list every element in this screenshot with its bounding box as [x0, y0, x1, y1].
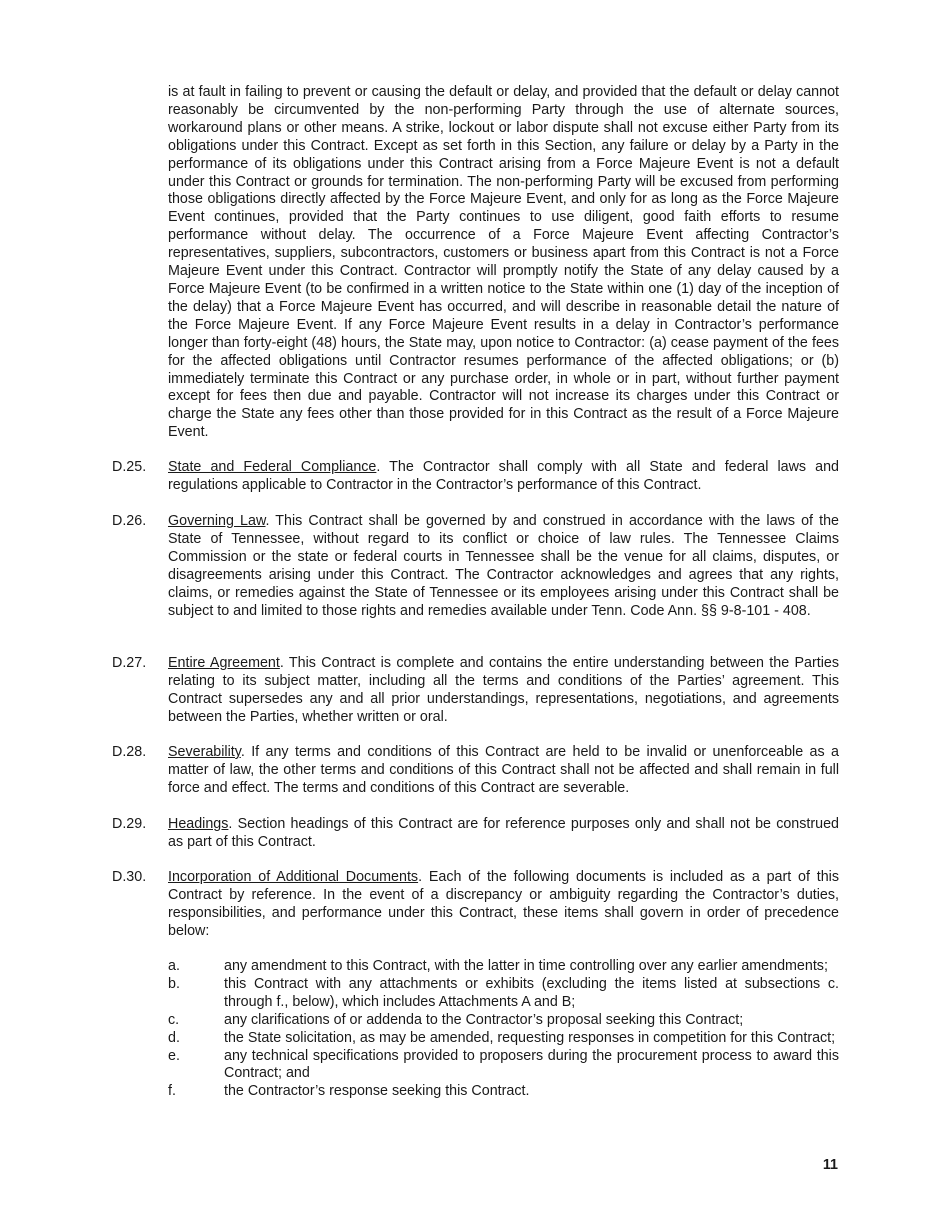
section-d26 — [112, 513, 839, 620]
section-number: D.27. — [112, 655, 147, 671]
list-letter: d. — [168, 1029, 180, 1046]
force-majeure-continuation: is at fault in failing to prevent or causing the default or delay, and provided that the default or delay cannot reasonably be circumvented by the non-performing Party through the use of alternate sources, workaround plans or other means. A strike, lockout or labor dispute shall not excuse either Party from its obligations under this Contract. Except as set forth in this Section, any failure or delay by a Party in the performance of its obligations under this Contract arising from a Force Majeure Event is not a default under this Contract or grounds for termination. The non-performing Party will be excused from performing those obligations directly affected by the Force Majeure Event, and only for as long as the Force Majeure Event continues, provided that the Party continues to use diligent, good faith efforts to resume performance without delay. The occurrence of a Force Majeure Event affecting Contractor’s representatives, suppliers, subcontractors, customers or business apart from this Contract is not a Force Majeure Event under this Contract. Contractor will promptly notify the State of any delay caused by a Force Majeure Event (to be confirmed in a written notice to the State within one (1) day of the inception of the delay) that a Force Majeure Event has occurred, and will describe in reasonable detail the nature of the Force Majeure Event. If any Force Majeure Event results in a delay in Contractor’s performance longer than forty-eight (48) hours, the State may, upon notice to Contractor: (a) cease payment of the fees for the affected obligations until Contractor resumes performance of the affected obligations; or (b) immediately terminate this Contract or any purchase order, in whole or in part, without further payment except for fees then due and payable. Contractor will not increase its charges under this Contract or charge the State any fees other than those provided for in this Contract as the result of a Force Majeure Event. — [168, 84, 839, 441]
list-text: the State solicitation, as may be amended, requesting responses in competition for this Contract; — [224, 1029, 836, 1046]
section-d30 — [112, 869, 839, 941]
list-item — [168, 976, 839, 1012]
list-text: any amendment to this Contract, with the latter in time controlling over any earlier amendments; — [224, 958, 828, 974]
list-text: the Contractor’s response seeking this Contract. — [224, 1083, 530, 1100]
section-heading: Headings — [168, 816, 229, 832]
section-number: D.29. — [112, 816, 147, 832]
section-body — [168, 513, 839, 620]
list-item — [168, 1083, 839, 1101]
page-number: 11 — [822, 1157, 838, 1173]
section-text: . Section headings of this Contract are for reference purposes only and shall not be construed as part of this Contract. — [168, 816, 839, 850]
list-letter: f. — [168, 1083, 176, 1100]
section-heading: State and Federal Compliance — [168, 459, 377, 475]
section-number: D.25. — [112, 459, 147, 475]
section-text: . The Contractor shall comply with all State and federal laws and regulations applicable to Contractor in the Contractor’s performance of this Contract. — [168, 459, 839, 493]
section-body — [168, 744, 839, 798]
list-item — [168, 1030, 839, 1048]
list-text: any clarifications of or addenda to the Contractor’s proposal seeking this Contract; — [224, 1011, 744, 1028]
section-heading: Governing Law — [168, 513, 266, 529]
list-item — [168, 1012, 839, 1030]
section-text: . Each of the following documents is included as a part of this Contract by reference. In the event of a discrepancy or ambiguity regarding the Contractor’s duties, responsibilities, and performance under this Contract, these items shall govern in order of precedence below: — [168, 869, 839, 939]
section-text: . This Contract shall be governed by and construed in accordance with the laws of the State of Tennessee, without regard to its conflict or choice of law rules. The Tennessee Claims Commission or the state or federal courts in Tennessee shall be the venue for all claims, disputes, or disagreements arising under this Contract. The Contractor acknowledges and agrees that any rights, claims, or remedies against the State of Tennessee or its employees arising under this Contract shall be subject to and limited to those rights and remedies available under Tenn. Code Ann. §§ 9-8-101 - 408. — [168, 513, 839, 619]
section-body — [168, 459, 839, 495]
list-letter: b. — [168, 975, 180, 992]
list-item — [168, 958, 839, 976]
section-number: D.30. — [112, 869, 147, 885]
list-text: any technical specifications provided to proposers during the procurement process to award this Contract; and — [224, 1047, 839, 1082]
list-item — [168, 1048, 839, 1084]
section-heading: Entire Agreement — [168, 655, 280, 671]
section-heading: Severability — [168, 744, 241, 760]
section-body — [168, 869, 839, 941]
section-text: . This Contract is complete and contains the entire understanding between the Parties relating to its subject matter, including all the terms and conditions of the Parties’ agreement. This Contract supersedes any and all prior understandings, representations, negotiations, and agreements between the Parties, whether written or oral. — [168, 655, 840, 725]
list-letter: c. — [168, 1011, 180, 1028]
section-heading: Incorporation of Additional Documents — [168, 869, 419, 885]
list-letter: a. — [168, 958, 180, 974]
section-number: D.28. — [112, 744, 147, 760]
list-text: this Contract with any attachments or exhibits (excluding the items listed at subsections c. through f., below), which includes Attachments A and B; — [224, 975, 839, 1010]
section-d25 — [112, 459, 839, 495]
section-d29 — [112, 816, 839, 852]
list-letter: e. — [168, 1047, 180, 1064]
section-d27 — [112, 655, 839, 727]
section-d28 — [112, 744, 839, 798]
section-body — [168, 655, 839, 727]
section-text: . If any terms and conditions of this Contract are held to be invalid or unenforceable as a matter of law, the other terms and conditions of this Contract shall not be affected and shall remain in full force and effect. The terms and conditions of this Contract are severable. — [168, 744, 839, 796]
section-number: D.26. — [112, 513, 147, 529]
precedence-list — [168, 958, 839, 1101]
section-body — [168, 816, 839, 852]
